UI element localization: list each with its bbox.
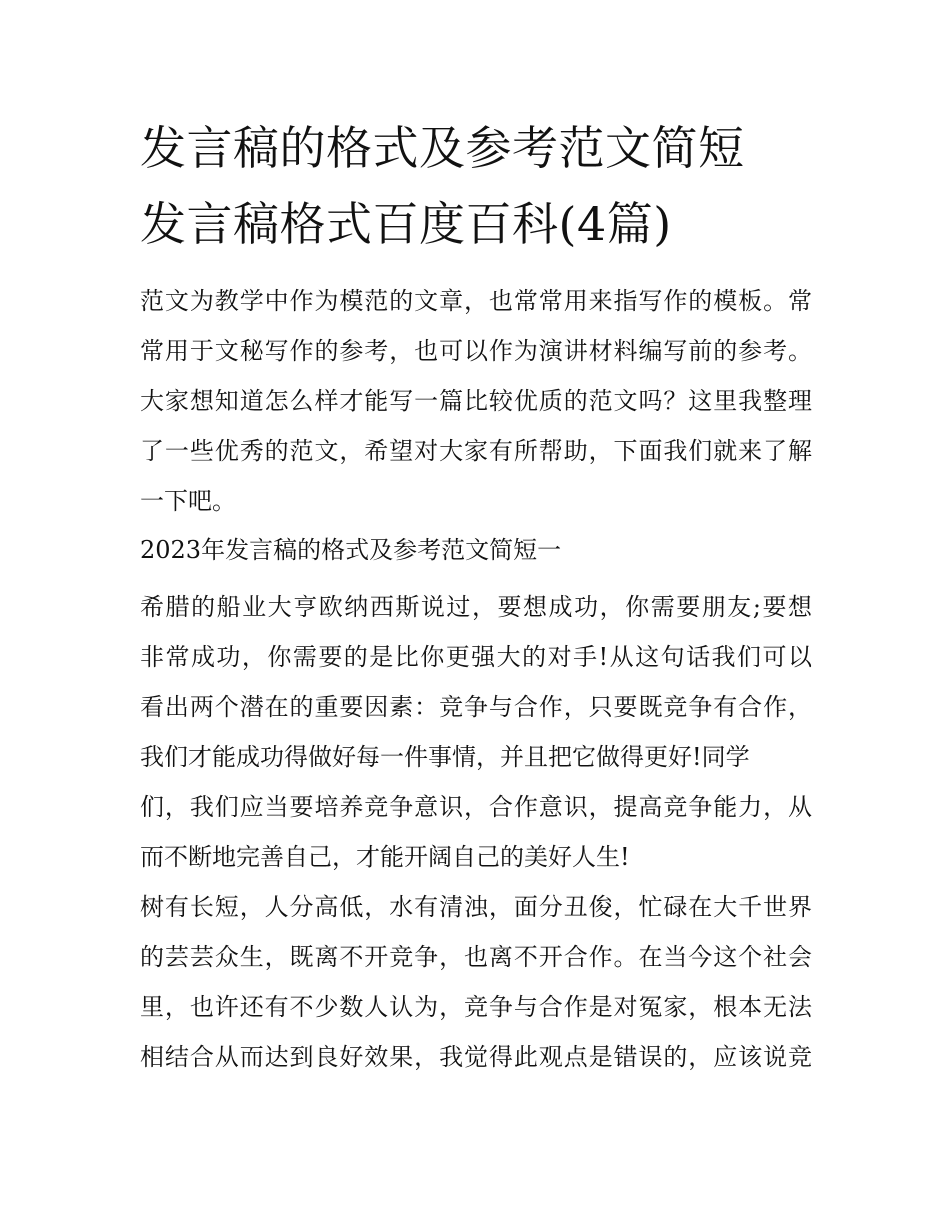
paragraph-line: 希腊的船业大亨欧纳西斯说过，要想成功，你需要朋友;要想 <box>140 593 812 621</box>
paragraph-line: 非常成功，你需要的是比你更强大的对手!从这句话我们可以 <box>140 643 812 671</box>
document-page <box>140 110 812 1082</box>
paragraph-line: 而不断地完善自己，才能开阔自己的美好人生! <box>140 843 630 871</box>
intro-line: 范文为教学中作为模范的文章，也常常用来指写作的模板。常 <box>140 287 812 315</box>
paragraph-line: 我们才能成功得做好每一件事情，并且把它做得更好!同学 <box>140 743 750 771</box>
paragraph-line: 树有长短，人分高低，水有清浊，面分丑俊，忙碌在大千世界 <box>140 893 812 921</box>
section-heading: 2023年发言稿的格式及参考范文简短一 <box>140 536 562 564</box>
paragraph-line: 们，我们应当要培养竞争意识，合作意识，提高竞争能力，从 <box>140 793 812 821</box>
title-line-1: 发言稿的格式及参考范文简短 <box>140 121 745 175</box>
intro-paragraph <box>140 276 812 526</box>
paragraph-line: 里，也许还有不少数人认为，竞争与合作是对冤家，根本无法 <box>140 993 812 1021</box>
intro-line: 大家想知道怎么样才能写一篇比较优质的范文吗？这里我整理 <box>140 387 812 415</box>
paragraph-line: 看出两个潜在的重要因素：竞争与合作，只要既竞争有合作， <box>140 693 812 721</box>
document-title <box>140 110 812 262</box>
body-paragraph-1 <box>140 582 812 882</box>
intro-line: 常用于文秘写作的参考，也可以作为演讲材料编写前的参考。 <box>140 337 812 365</box>
paragraph-line: 的芸芸众生，既离不开竞争，也离不开合作。在当今这个社会 <box>140 943 812 971</box>
title-line-2: 发言稿格式百度百科(4篇) <box>140 197 672 251</box>
paragraph-line: 相结合从而达到良好效果，我觉得此观点是错误的，应该说竞 <box>140 1043 812 1071</box>
body-paragraph-2 <box>140 882 812 1082</box>
intro-line: 一下吧。 <box>140 487 236 515</box>
intro-line: 了一些优秀的范文，希望对大家有所帮助，下面我们就来了解 <box>140 437 812 465</box>
